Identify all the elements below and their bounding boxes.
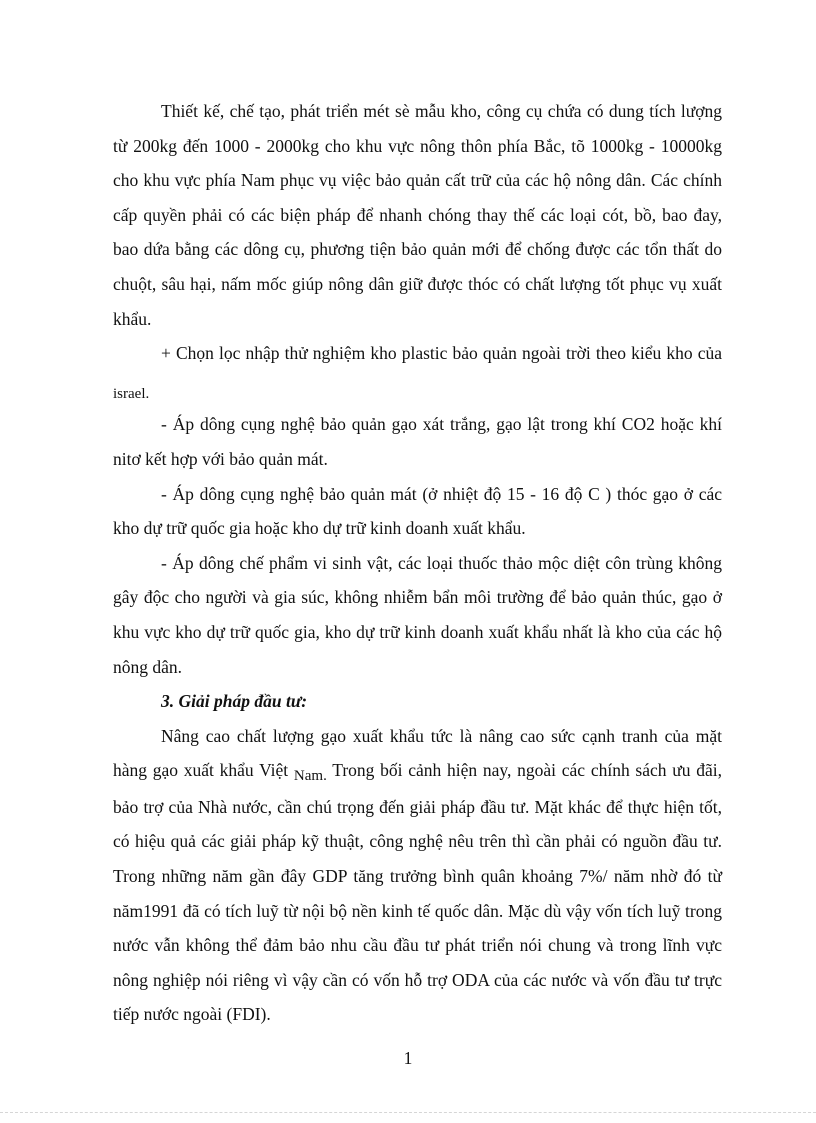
- paragraph-microbial: - Áp dông chế phẩm vi sinh vật, các loại thuốc thảo mộc diệt côn trùng không gây độc cho người và gia súc, không nhiễm bẩn môi trường để bảo quản thúc, gạo ở khu vực kho dự trữ quốc gia, kho dự trữ kinh doanh xuất khẩu nhất là kho của các hộ nông dân.: [113, 552, 722, 677]
- paragraph-plastic-warehouse-tail: israel.: [113, 385, 150, 402]
- paragraph-warehouse-design: Thiết kế, chế tạo, phát triển mét sè mẫu kho, công cụ chứa có dung tích lượng từ 200kg đến 1000 - 2000kg cho khu vực nông thôn phía Bắc, tõ 1000kg - 10000kg cho khu vực phía Nam phục vụ việc bảo quản cất trữ của các hộ nông dân. Các chính cấp quyền phải có các biện pháp để nhanh chóng thay thế các loại cót, bồ, bao đay, bao dứa bằng các dông cụ, phương tiện bảo quản mới để chống được các tổn thất do chuột, sâu hại, nấm mốc giúp nông dân giữ được thóc có chất lượng tốt phục vụ xuất khẩu.: [113, 101, 722, 329]
- paragraph-investment-sub: Nam.: [293, 768, 327, 785]
- paragraph-plastic-warehouse: [113, 336, 722, 407]
- paragraph-investment: [113, 719, 722, 1032]
- document-body: [113, 94, 722, 1032]
- paragraph-plastic-warehouse-text: + Chọn lọc nhập thử nghiệm kho plastic bảo quản ngoài trời theo kiểu kho của: [161, 343, 722, 364]
- paragraph-investment-before: Nâng cao chất lượng gạo xuất khẩu tức là nâng cao sức cạnh tranh của mặt hàng gạo xuất khẩu Việt: [113, 725, 722, 781]
- section-heading: 3. Giải pháp đầu tư:: [161, 691, 308, 712]
- paragraph-cool-storage: - Áp dông cụng nghệ bảo quản mát (ở nhiệt độ 15 - 16 độ C ) thóc gạo ở các kho dự trữ quốc gia hoặc kho dự trữ kinh doanh xuất khẩu.: [113, 483, 722, 539]
- paragraph-co2-storage: - Áp dông cụng nghệ bảo quản gạo xát trắng, gạo lật trong khí CO2 hoặc khí nitơ kết hợp với bảo quản mát.: [113, 414, 722, 469]
- paragraph-investment-after: Trong bối cảnh hiện nay, ngoài các chính sách ưu đãi, bảo trợ của Nhà nước, cần chú trọng đến giải pháp đầu tư. Mặt khác để thực hiện tốt, có hiệu quả các giải pháp kỹ thuật, công nghệ nêu trên thì cần phải có nguồn đầu tư. Trong những năm gần đây GDP tăng trưởng bình quân khoảng 7%/ năm nhờ đó từ năm1991 đã có tích luỹ từ nội bộ nền kinh tế quốc dân. Mặc dù vậy vốn tích luỹ trong nước vẫn không thể đảm bảo nhu cầu đầu tư phát triển nói chung và trong lĩnh vực nông nghiệp nói riêng vì vậy cần có vốn hỗ trợ ODA của các nước và vốn đầu tư trực tiếp nước ngoài (FDI).: [113, 760, 722, 1025]
- page-number: 1: [403, 1048, 413, 1068]
- footer-divider: [0, 1112, 816, 1113]
